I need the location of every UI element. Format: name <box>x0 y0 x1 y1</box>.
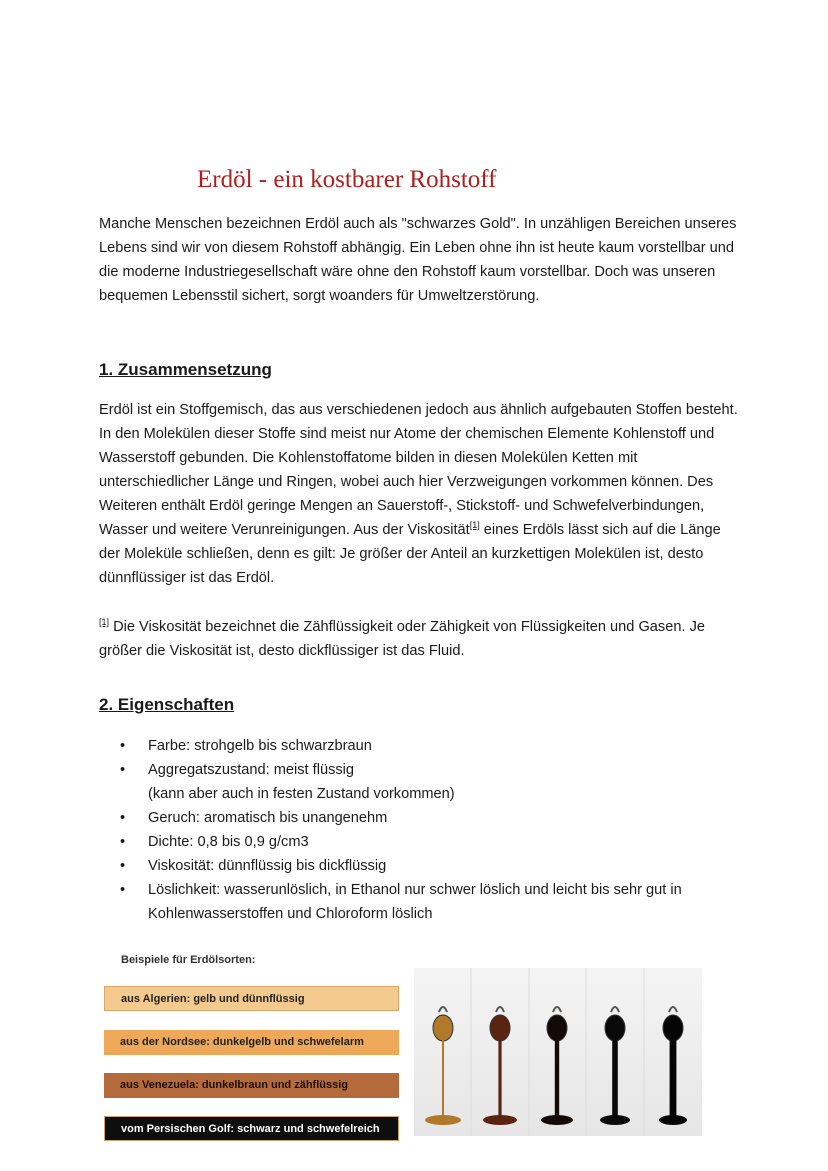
list-item-text: Aggregatszustand: meist flüssig <box>148 762 355 778</box>
list-item <box>120 806 720 830</box>
example-box-north-sea: aus der Nordsee: dunkelgelb und schwefelarm <box>104 1030 399 1055</box>
list-item-subtext: (kann aber auch in festen Zustand vorkommen) <box>148 786 455 802</box>
bullet-icon: • <box>120 882 126 898</box>
list-item-subtext: Kohlenwasserstoffen und Chloroform löslich <box>148 906 433 922</box>
properties-list <box>120 734 720 926</box>
footnote <box>99 615 739 663</box>
list-item <box>120 878 720 926</box>
oil-pouring-illustration <box>414 968 702 1136</box>
list-item-text: Viskosität: dünnflüssig bis dickflüssig <box>148 858 387 874</box>
page-title: Erdöl - ein kostbarer Rohstoff <box>197 166 497 193</box>
list-item-text: Löslichkeit: wasserunlöslich, in Ethanol nur schwer löslich und leicht bis sehr gut in <box>148 882 682 898</box>
example-box-algeria: aus Algerien: gelb und dünnflüssig <box>104 986 399 1011</box>
list-item <box>120 854 720 878</box>
bullet-icon: • <box>120 858 126 874</box>
bullet-icon: • <box>120 762 126 778</box>
oil-samples-photo <box>414 968 702 1136</box>
list-item-text: Geruch: aromatisch bis unangenehm <box>148 810 388 826</box>
footnote-mark: [1] <box>99 617 110 628</box>
example-box-persian-gulf: vom Persischen Golf: schwarz und schwefelreich <box>104 1116 399 1141</box>
bullet-icon: • <box>120 834 126 850</box>
list-item <box>120 830 720 854</box>
footnote-text: Die Viskosität bezeichnet die Zähflüssigkeit oder Zähigkeit von Flüssigkeiten und Gasen. Je größer die Viskosität ist, desto dickflüssiger ist das Fluid. <box>99 619 705 659</box>
list-item <box>120 734 720 758</box>
bullet-icon: • <box>120 738 126 754</box>
intro-paragraph: Manche Menschen bezeichnen Erdöl auch als "schwarzes Gold". In unzähligen Bereichen unseres Lebens sind wir von diesem Rohstoff abhängig. Ein Leben ohne ihn ist heute kaum vorstellbar und die moderne Industriegesellschaft wäre ohne den Rohstoff kaum vorstellbar. Doch was unseren bequemen Lebensstil sichert, sorgt woanders für Umweltzerstörung. <box>99 216 737 304</box>
list-item <box>120 758 720 806</box>
composition-text-2: eines Erdöls lässt sich auf die Länge der Moleküle schließen, denn es gilt: Je größer der Anteil an kurzkettigen Molekülen ist, desto dünnflüssiger ist das Erdöl. <box>99 522 721 586</box>
bullet-icon: • <box>120 810 126 826</box>
examples-caption: Beispiele für Erdölsorten: <box>121 954 256 966</box>
composition-text-1: Erdöl ist ein Stoffgemisch, das aus verschiedenen jedoch aus ähnlich aufgebauten Stoffen besteht. In den Molekülen dieser Stoffe sind meist nur Atome der chemischen Elemente Kohlenstoff und Wasserstoff gebunden. Die Kohlenstoffatome bilden in diesen Molekülen Ketten mit unterschiedlicher Länge und Ringen, wobei auch hier Verzweigungen vorkommen können. Des Weiteren enthält Erdöl geringe Mengen an Sauerstoff-, Stickstoff- und Schwefelverbindungen, Wasser und weitere Verunreinigungen. Aus der Viskosität <box>99 402 738 538</box>
example-box-venezuela: aus Venezuela: dunkelbraun und zähflüssig <box>104 1073 399 1098</box>
list-item-text: Dichte: 0,8 bis 0,9 g/cm3 <box>148 834 309 850</box>
footnote-link[interactable]: [1] <box>469 520 480 531</box>
list-item-text: Farbe: strohgelb bis schwarzbraun <box>148 738 372 754</box>
section-heading-properties: 2. Eigenschaften <box>99 695 235 714</box>
section-heading-composition: 1. Zusammensetzung <box>99 360 272 379</box>
composition-paragraph <box>99 398 739 590</box>
